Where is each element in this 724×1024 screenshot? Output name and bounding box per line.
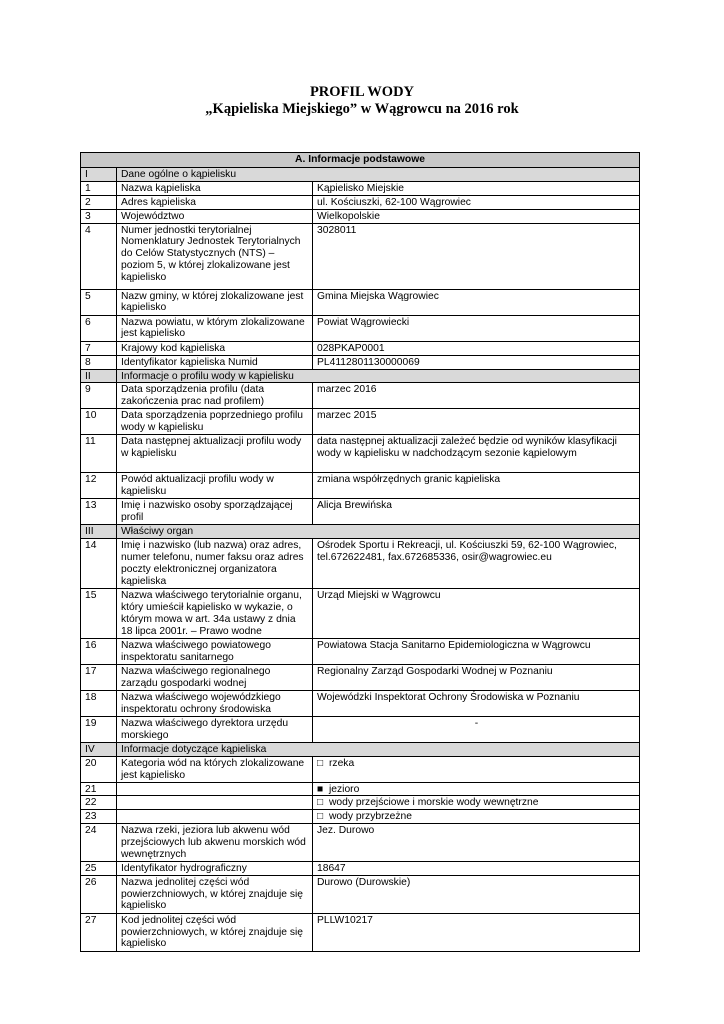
row-label: Nazwa właściwego powiatowego inspektoratu sanitarnego (117, 639, 313, 665)
row-number: 1 (81, 181, 117, 195)
row-value: Ośrodek Sportu i Rekreacji, ul. Kościuszki 59, 62-100 Wągrowiec, tel.672622481, fax.672685336, osir@wagrowiec.eu (313, 539, 640, 589)
table-row (81, 473, 640, 499)
category-label-continuation (117, 782, 313, 796)
category-option (313, 810, 640, 824)
table-row (81, 435, 640, 473)
row-number: 26 (81, 875, 117, 913)
row-label: Imię i nazwisko (lub nazwa) oraz adres, numer telefonu, numer faksu oraz adres poczty elektronicznej organizatora kąpieliska (117, 539, 313, 589)
section-number: IV (81, 743, 117, 757)
section-row-II (81, 369, 640, 383)
table-row (81, 639, 640, 665)
row-label: Nazwa właściwego regionalnego zarządu gospodarki wodnej (117, 665, 313, 691)
table-row (81, 717, 640, 743)
table-row (81, 223, 640, 289)
row-value: Jez. Durowo (313, 823, 640, 861)
row-number: 11 (81, 435, 117, 473)
table-row (81, 823, 640, 861)
section-row-IV (81, 743, 640, 757)
table-row (81, 341, 640, 355)
row-value: Wielkopolskie (313, 209, 640, 223)
category-option-row (81, 810, 640, 824)
table-row (81, 181, 640, 195)
table-row (81, 315, 640, 341)
table-row (81, 665, 640, 691)
row-label: Identyfikator kąpieliska Numid (117, 355, 313, 369)
row-value: data następnej aktualizacji zależeć będzie od wyników klasyfikacji wody w kąpielisku w nadchodzącym sezonie kąpielowym (313, 435, 640, 473)
table-row (81, 589, 640, 639)
row-label: Nazwa właściwego wojewódzkiego inspektoratu ochrony środowiska (117, 691, 313, 717)
row-number: 4 (81, 223, 117, 289)
row-value: marzec 2016 (313, 383, 640, 409)
row-label: Nazwa rzeki, jeziora lub akwenu wód przejściowych lub akwenu morskich wód wewnętrznych (117, 823, 313, 861)
section-title: Właściwy organ (117, 525, 640, 539)
row-number: 19 (81, 717, 117, 743)
row-label: Nazwa kąpieliska (117, 181, 313, 195)
row-label: Nazwa jednolitej części wód powierzchniowych, w której znajduje się kąpielisko (117, 875, 313, 913)
row-label: Data następnej aktualizacji profilu wody w kąpielisku (117, 435, 313, 473)
row-value: zmiana współrzędnych granic kąpieliska (313, 473, 640, 499)
table-row (81, 499, 640, 525)
category-option (313, 782, 640, 796)
row-value: Durowo (Durowskie) (313, 875, 640, 913)
row-number: 2 (81, 195, 117, 209)
row-value: Gmina Miejska Wągrowiec (313, 289, 640, 315)
table-row (81, 355, 640, 369)
category-option-row (81, 782, 640, 796)
section-number: I (81, 167, 117, 181)
category-option (313, 796, 640, 810)
row-number: 16 (81, 639, 117, 665)
row-label: Powód aktualizacji profilu wody w kąpielisku (117, 473, 313, 499)
row-value: Urząd Miejski w Wągrowcu (313, 589, 640, 639)
row-value: Kąpielisko Miejskie (313, 181, 640, 195)
category-option-text: wody przybrzeżne (329, 811, 412, 823)
category-option-text: jezioro (329, 783, 360, 795)
table-row (81, 289, 640, 315)
category-label: Kategoria wód na których zlokalizowane jest kąpielisko (117, 756, 313, 782)
section-title: Dane ogólne o kąpielisku (117, 167, 640, 181)
row-value: 18647 (313, 861, 640, 875)
empty-checkbox-icon: □ (317, 797, 324, 809)
category-label-continuation (117, 810, 313, 824)
row-number: 6 (81, 315, 117, 341)
table-row (81, 861, 640, 875)
row-value: ul. Kościuszki, 62-100 Wągrowiec (313, 195, 640, 209)
empty-checkbox-icon: □ (317, 757, 324, 769)
row-label: Kod jednolitej części wód powierzchniowych, w której znajduje się kąpielisko (117, 913, 313, 951)
section-number: II (81, 369, 117, 383)
row-value: 3028011 (313, 223, 640, 289)
section-number: III (81, 525, 117, 539)
row-value: Powiat Wągrowiecki (313, 315, 640, 341)
category-option-row (81, 756, 640, 782)
row-label: Adres kąpieliska (117, 195, 313, 209)
title-line-1: PROFIL WODY (309, 84, 415, 100)
row-label: Nazwa powiatu, w którym zlokalizowane jest kąpielisko (117, 315, 313, 341)
category-option (313, 756, 640, 782)
row-value: marzec 2015 (313, 409, 640, 435)
row-value: - (313, 717, 640, 743)
row-label: Numer jednostki terytorialnej Nomenklatury Jednostek Terytorialnych do Celów Statystycznych (NTS) – poziom 5, w której zlokalizowane jest kąpielisko (117, 223, 313, 289)
filled-checkbox-icon: ■ (317, 783, 324, 795)
row-number: 27 (81, 913, 117, 951)
row-label: Nazwa właściwego dyrektora urzędu morskiego (117, 717, 313, 743)
row-value: Powiatowa Stacja Sanitarno Epidemiologiczna w Wągrowcu (313, 639, 640, 665)
row-number: 23 (81, 810, 117, 824)
row-value: PL4112801130000069 (313, 355, 640, 369)
category-option-text: wody przejściowe i morskie wody wewnętrzne (329, 797, 539, 809)
row-value: Wojewódzki Inspektorat Ochrony Środowiska w Poznaniu (313, 691, 640, 717)
row-number: 21 (81, 782, 117, 796)
row-label: Nazwa właściwego terytorialnie organu, który umieścił kąpielisko w wykazie, o którym mowa w art. 34a ustawy z dnia 18 lipca 2001r. – Prawo wodne (117, 589, 313, 639)
row-number: 22 (81, 796, 117, 810)
row-value: 028PKAP0001 (313, 341, 640, 355)
table-row (81, 691, 640, 717)
table-row (81, 209, 640, 223)
row-value: Regionalny Zarząd Gospodarki Wodnej w Poznaniu (313, 665, 640, 691)
section-title: Informacje o profilu wody w kąpielisku (117, 369, 640, 383)
table-row (81, 875, 640, 913)
row-value: PLLW10217 (313, 913, 640, 951)
row-number: 13 (81, 499, 117, 525)
table-row (81, 913, 640, 951)
row-label: Województwo (117, 209, 313, 223)
profile-table (80, 152, 640, 952)
row-number: 5 (81, 289, 117, 315)
table-row (81, 383, 640, 409)
section-row-III (81, 525, 640, 539)
row-number: 24 (81, 823, 117, 861)
row-label: Imię i nazwisko osoby sporządzającej profil (117, 499, 313, 525)
row-label: Krajowy kod kąpieliska (117, 341, 313, 355)
row-number: 9 (81, 383, 117, 409)
table-header: A. Informacje podstawowe (81, 153, 640, 168)
row-label: Data sporządzenia profilu (data zakończenia prac nad profilem) (117, 383, 313, 409)
title-line-2: „Kąpieliska Miejskiego” w Wągrowcu na 2016 rok (205, 101, 519, 117)
category-option-text: rzeka (329, 757, 355, 769)
section-row-I (81, 167, 640, 181)
row-number: 20 (81, 756, 117, 782)
category-option-row (81, 796, 640, 810)
row-number: 17 (81, 665, 117, 691)
row-number: 7 (81, 341, 117, 355)
empty-checkbox-icon: □ (317, 811, 324, 823)
row-number: 18 (81, 691, 117, 717)
row-number: 8 (81, 355, 117, 369)
row-label: Identyfikator hydrograficzny (117, 861, 313, 875)
table-header-row (81, 153, 640, 168)
row-number: 10 (81, 409, 117, 435)
row-number: 3 (81, 209, 117, 223)
table-row (81, 539, 640, 589)
row-number: 15 (81, 589, 117, 639)
row-label: Data sporządzenia poprzedniego profilu wody w kąpielisku (117, 409, 313, 435)
row-number: 14 (81, 539, 117, 589)
table-row (81, 195, 640, 209)
row-number: 12 (81, 473, 117, 499)
category-label-continuation (117, 796, 313, 810)
section-title: Informacje dotyczące kąpieliska (117, 743, 640, 757)
row-number: 25 (81, 861, 117, 875)
row-label: Nazw gminy, w której zlokalizowane jest kąpielisko (117, 289, 313, 315)
row-value: Alicja Brewińska (313, 499, 640, 525)
table-row (81, 409, 640, 435)
document-title (0, 84, 724, 118)
